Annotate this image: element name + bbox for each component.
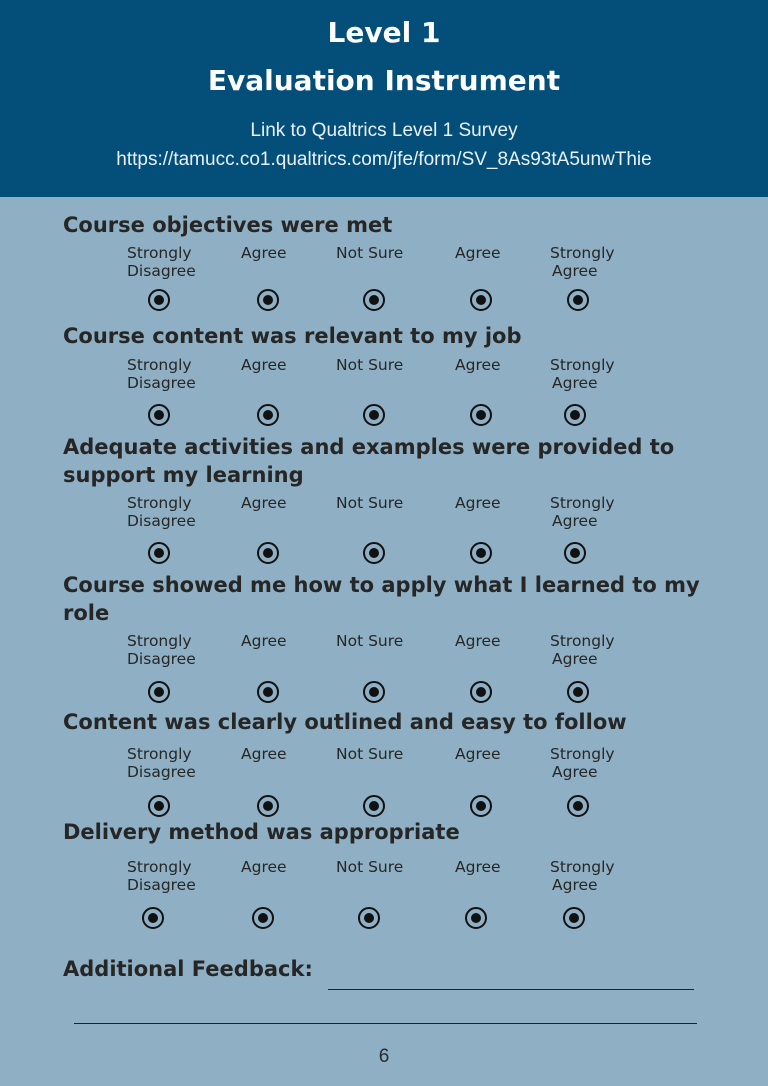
option-label-strongly-disagree: Disagree [127,876,196,894]
radio-strongly-agree[interactable] [567,795,589,817]
radio-agree[interactable] [257,289,279,311]
radio-strongly-disagree[interactable] [142,907,164,929]
option-label-agree: Agree [241,494,287,512]
option-label-strongly-agree: Strongly [550,632,615,650]
radio-strongly-disagree[interactable] [148,795,170,817]
option-label-not-sure: Not Sure [336,858,404,876]
option-label-strongly-agree: Agree [552,512,598,530]
radio-not-sure[interactable] [358,907,380,929]
radio-not-sure[interactable] [363,542,385,564]
option-label-strongly-disagree: Strongly [127,356,192,374]
option-label-strongly-disagree: Disagree [127,763,196,781]
option-label-agree: Agree [241,244,287,262]
radio-strongly-disagree[interactable] [148,681,170,703]
option-label-strongly-disagree: Strongly [127,632,192,650]
radio-strongly-disagree[interactable] [148,542,170,564]
option-label-strongly-disagree: Disagree [127,262,196,280]
radio-not-sure[interactable] [363,289,385,311]
option-label-strongly-agree: Agree [552,374,598,392]
option-label-strongly-agree: Agree [552,763,598,781]
option-label-strongly-disagree: Disagree [127,512,196,530]
option-label-strongly-agree: Strongly [550,494,615,512]
option-label-strongly-agree: Strongly [550,244,615,262]
option-label-strongly-agree: Agree [552,876,598,894]
radio-agree-2[interactable] [470,795,492,817]
radio-strongly-agree[interactable] [567,289,589,311]
option-label-agree: Agree [455,632,501,650]
radio-agree-2[interactable] [470,681,492,703]
option-label-agree: Agree [241,632,287,650]
option-label-not-sure: Not Sure [336,494,404,512]
question-text: Delivery method was appropriate [63,820,460,844]
radio-strongly-agree[interactable] [563,907,585,929]
page-subtitle: Evaluation Instrument [207,64,561,97]
radio-agree-2[interactable] [470,542,492,564]
radio-agree[interactable] [257,542,279,564]
radio-agree[interactable] [257,795,279,817]
radio-agree-2[interactable] [470,289,492,311]
feedback-line-1[interactable] [328,989,694,990]
option-label-strongly-agree: Agree [552,650,598,668]
survey-link-url[interactable]: https://tamucc.co1.qualtrics.com/jfe/form/SV_8As93tA5unwThie [116,149,652,170]
radio-not-sure[interactable] [363,404,385,426]
page-title: Level 1 [327,16,441,49]
option-label-strongly-disagree: Strongly [127,858,192,876]
radio-strongly-disagree[interactable] [148,289,170,311]
question-text: Course objectives were met [63,213,393,237]
question-text: Content was clearly outlined and easy to follow [63,710,627,734]
survey-link-label: Link to Qualtrics Level 1 Survey [250,120,518,141]
radio-agree[interactable] [257,404,279,426]
option-label-strongly-disagree: Strongly [127,244,192,262]
option-label-agree: Agree [455,244,501,262]
question-text: Adequate activities and examples were provided to support my learning [63,435,675,487]
radio-not-sure[interactable] [363,795,385,817]
option-label-strongly-disagree: Strongly [127,745,192,763]
radio-agree-2[interactable] [470,404,492,426]
option-label-strongly-agree: Agree [552,262,598,280]
radio-not-sure[interactable] [363,681,385,703]
radio-agree-2[interactable] [465,907,487,929]
option-label-strongly-agree: Strongly [550,745,615,763]
page-number: 6 [378,1046,390,1067]
option-label-agree: Agree [455,858,501,876]
option-label-agree: Agree [241,745,287,763]
radio-strongly-disagree[interactable] [148,404,170,426]
page-header [0,0,768,197]
option-label-not-sure: Not Sure [336,356,404,374]
question-text: Course content was relevant to my job [63,324,522,348]
option-label-not-sure: Not Sure [336,632,404,650]
option-label-agree: Agree [241,356,287,374]
radio-strongly-agree[interactable] [564,404,586,426]
radio-strongly-agree[interactable] [567,681,589,703]
option-label-agree: Agree [455,494,501,512]
option-label-strongly-disagree: Disagree [127,650,196,668]
option-label-strongly-agree: Strongly [550,858,615,876]
question-text: Course showed me how to apply what I learned to my role [63,573,700,625]
radio-agree[interactable] [252,907,274,929]
option-label-strongly-disagree: Strongly [127,494,192,512]
option-label-strongly-disagree: Disagree [127,374,196,392]
radio-strongly-agree[interactable] [564,542,586,564]
option-label-agree: Agree [455,356,501,374]
option-label-agree: Agree [241,858,287,876]
option-label-agree: Agree [455,745,501,763]
feedback-label: Additional Feedback: [63,957,313,981]
feedback-line-2[interactable] [74,1023,697,1024]
option-label-strongly-agree: Strongly [550,356,615,374]
option-label-not-sure: Not Sure [336,745,404,763]
option-label-not-sure: Not Sure [336,244,404,262]
radio-agree[interactable] [257,681,279,703]
